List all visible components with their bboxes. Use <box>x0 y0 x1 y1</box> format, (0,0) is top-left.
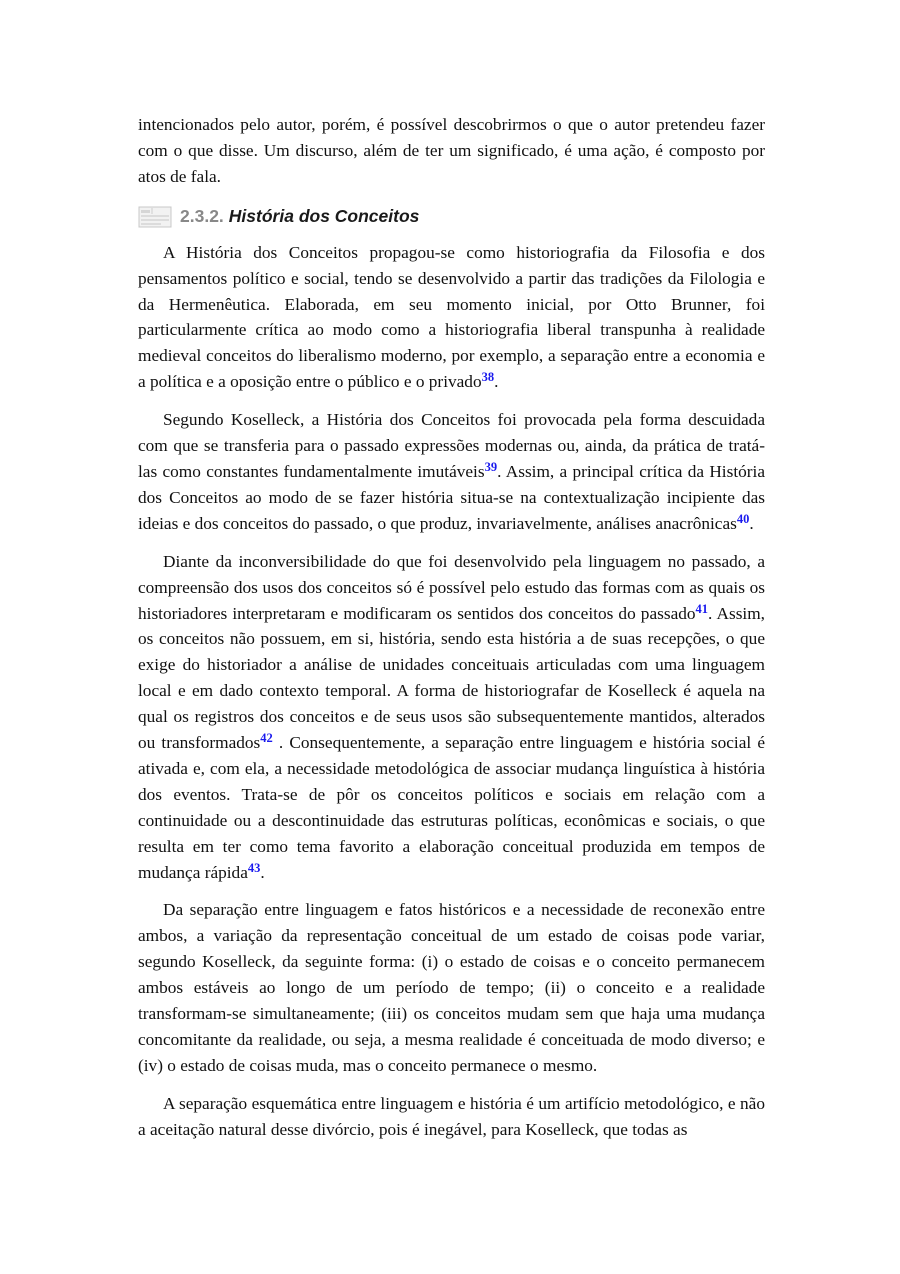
paragraph-2-text-a: Segundo Koselleck, a História dos Conceitos foi provocada pela forma descuidada com que se transferia para o passado expressões modernas ou, ainda, da prática de tratá-las como constantes fundamentalmente imutáveis <box>138 410 765 481</box>
paragraph-4: Da separação entre linguagem e fatos históricos e a necessidade de reconexão entre ambos, a variação da representação conceitual de um estado de coisas pode variar, segundo Koselleck, da seguinte forma: (i) o estado de coisas e o conceito permanecem ambos estáveis ao longo de um período de tempo; (ii) o conceito e a realidade transformam-se simultaneamente; (iii) os conceitos mudam sem que haja uma mudança concomitante da realidade, ou seja, a mesma realidade é conceituada de modo diverso; e (iv) o estado de coisas muda, mas o conceito permanece o mesmo. <box>138 900 765 1075</box>
intro-paragraph: intencionados pelo autor, porém, é possível descobrirmos o que o autor pretendeu fazer com o que disse. Um discurso, além de ter um significado, é uma ação, é composto por atos de fala. <box>138 115 765 186</box>
document-page <box>138 112 765 1155</box>
footnote-link-39[interactable]: 39 <box>484 459 498 474</box>
paragraph-3-end: . <box>260 862 265 882</box>
footnote-link-43[interactable]: 43 <box>247 860 261 875</box>
footnote-link-41[interactable]: 41 <box>695 601 709 616</box>
section-title: História dos Conceitos <box>228 205 420 226</box>
paragraph-3-text-c: . Consequentemente, a separação entre linguagem e história social é ativada e, com ela, a necessidade metodológica de associar mudança linguística à história dos eventos. Trata-se de pôr os conceitos políticos e sociais em relação com a continuidade ou a descontinuidade das estruturas políticas, econômicas e sociais, o que resulta em ter como tema favorito a elaboração conceitual produzida em tempos de mudança rápida <box>138 733 765 882</box>
paragraph-2-text-b: . Assim, a principal crítica da História dos Conceitos ao modo de se fazer história situa-se na contextualização incipiente das ideias e dos conceitos do passado, o que produz, invariavelmente, análises anacrônicas <box>138 461 765 533</box>
section-heading <box>138 202 765 232</box>
paragraph-2 <box>138 407 765 537</box>
footnote-link-40[interactable]: 40 <box>736 511 750 526</box>
paragraph-3-text-a: Diante da inconversibilidade do que foi desenvolvido pela linguagem no passado, a compreensão dos usos dos conceitos só é possível pelo estudo das formas com as quais os historiadores interpretaram e modificaram os sentidos dos conceitos do passado <box>138 551 765 623</box>
section-flag-icon <box>138 206 172 228</box>
section-number: 2.3.2. <box>180 205 224 226</box>
paragraph-3 <box>138 549 765 886</box>
paragraph-2-end: . <box>749 513 754 533</box>
footnote-link-42[interactable]: 42 <box>260 731 273 746</box>
footnote-link-38[interactable]: 38 <box>481 370 495 385</box>
paragraph-3-text-b: . Assim, os conceitos não possuem, em si, história, sendo esta história a de suas recepções, o que exige do historiador a análise de unidades conceituais articuladas com uma linguagem local e em dado contexto temporal. A forma de historiografar de Koselleck é aquela na qual os registros dos conceitos e de seus usos são subsequentemente mantidos, alterados ou transformados <box>138 603 765 753</box>
paragraph-1-text: A História dos Conceitos propagou-se como historiografia da Filosofia e dos pensamentos político e social, tendo se desenvolvido a partir das tradições da Filologia e da Hermenêutica. Elaborada, em seu momento inicial, por Otto Brunner, foi particularmente crítica ao modo como a historiografia liberal transpunha à realidade medieval conceitos do liberalismo moderno, por exemplo, a separação entre a economia e a política e a oposição entre o público e o privado <box>138 242 765 392</box>
paragraph-1-end: . <box>494 372 499 392</box>
paragraph-1 <box>138 240 765 395</box>
paragraph-5: A separação esquemática entre linguagem e história é um artifício metodológico, e não a aceitação natural desse divórcio, pois é inegável, para Koselleck, que todas as <box>138 1093 765 1139</box>
